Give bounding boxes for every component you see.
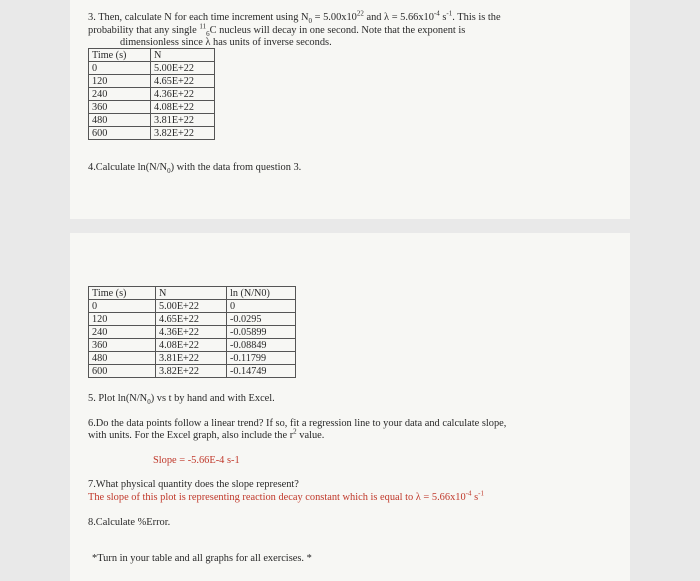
cell-time: 120 [89,313,156,326]
cell-n: 3.82E+22 [151,127,215,140]
worksheet-page-2 [70,233,630,581]
cell-time: 600 [89,127,151,140]
table-row [89,88,215,101]
table-row [89,75,215,88]
answer-table [88,286,296,378]
cell-n: 4.08E+22 [151,101,215,114]
q6-line-1: 6.Do the data points follow a linear trend? If so, fit a regression line to your data and calculate slope, [88,418,507,429]
header-time: Time (s) [89,49,151,62]
header-n: N [156,287,227,300]
table-header-row [89,287,296,300]
cell-time: 480 [89,352,156,365]
cell-time: 240 [89,326,156,339]
cell-time: 120 [89,75,151,88]
cell-n: 3.82E+22 [156,365,227,378]
q7-answer: The slope of this plot is representing reaction decay constant which is equal to $\lambda = 5.66x10^{-4}$ $s^{-1}$ [88,489,484,503]
table-row [89,114,215,127]
header-time: Time (s) [89,287,156,300]
cell-n: 4.65E+22 [151,75,215,88]
table-row [89,62,215,75]
cell-ln: -0.11799 [227,352,296,365]
q5-text: 5. Plot $\ln(N/N_0)$ vs t by hand and with Excel. [88,393,275,407]
cell-time: 0 [89,300,156,313]
q6-line-2: with units. For the Excel graph, also include the $r^2$ value. [88,427,325,441]
cell-n: 4.36E+22 [156,326,227,339]
table-row [89,127,215,140]
table-row [89,365,296,378]
cell-n: 3.81E+22 [156,352,227,365]
q8-text: 8.Calculate %Error. [88,517,171,528]
table-row [89,313,296,326]
cell-n: 5.00E+22 [151,62,215,75]
cell-time: 600 [89,365,156,378]
table-row [89,339,296,352]
table-row [89,352,296,365]
table-row [89,326,296,339]
cell-n: 4.08E+22 [156,339,227,352]
cell-time: 480 [89,114,151,127]
q3-data-table [88,48,215,140]
cell-time: 360 [89,339,156,352]
q3-line-3: dimensionless since λ has units of inverse seconds. [120,37,332,48]
cell-ln: 0 [227,300,296,313]
table-row [89,300,296,313]
cell-ln: -0.08849 [227,339,296,352]
cell-n: 5.00E+22 [156,300,227,313]
cell-time: 240 [89,88,151,101]
footer-note: *Turn in your table and all graphs for all exercises. * [92,553,312,564]
q3-line-1: 3. Then, calculate N for each time increment using $N_0 = 5.00x10^{22}$ and $\lambda = 5.66x10^{-4}$ $s^{-1}$. This is the [88,9,501,26]
cell-n: 4.65E+22 [156,313,227,326]
q4-text: 4.Calculate $\ln(N/N_0)$ with the data from question 3. [88,162,302,176]
cell-n: 3.81E+22 [151,114,215,127]
header-n: N [151,49,215,62]
q7-question: 7.What physical quantity does the slope represent? [88,479,299,490]
cell-n: 4.36E+22 [151,88,215,101]
cell-ln: -0.0295 [227,313,296,326]
cell-time: 360 [89,101,151,114]
table-row [89,101,215,114]
cell-ln: -0.14749 [227,365,296,378]
header-ln: ln (N/N0) [227,287,296,300]
q6-answer: Slope = -5.66E-4 s-1 [153,455,240,466]
cell-time: 0 [89,62,151,75]
cell-ln: -0.05899 [227,326,296,339]
q3-line-2: probability that any single $^{11}_6$C nucleus will decay in one second. Note that the exponent is [88,22,466,39]
worksheet-page-1 [70,0,630,219]
table-header-row [89,49,215,62]
